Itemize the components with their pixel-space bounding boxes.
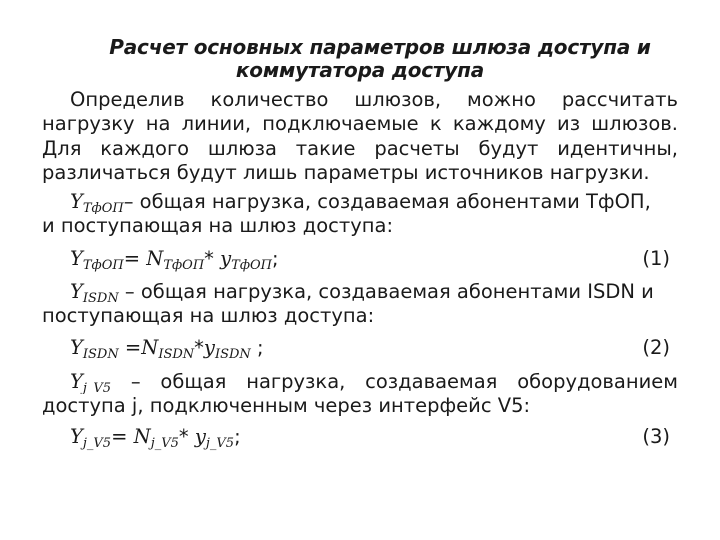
definition-isdn	[42, 280, 678, 329]
formula-1	[70, 247, 670, 273]
formula-3-n: N	[133, 425, 151, 448]
formula-1-multiply: *	[204, 247, 221, 270]
formula-2-semicolon: ;	[250, 336, 264, 359]
formula-2-equals: =	[118, 336, 142, 359]
formula-1-y-sub: ТфОП	[231, 258, 272, 273]
definition-v5-line2: доступа j, подключенным через интерфейс V5:	[42, 394, 531, 418]
slide-title-line1: Расчет основных параметров шлюза доступа и	[109, 35, 651, 59]
formula-3-y: y	[194, 425, 206, 448]
formula-2-lhs-sub: ISDN	[82, 347, 119, 362]
formula-3-lhs-sub: j_V5	[82, 436, 112, 451]
var-y-isdn: Y	[70, 280, 83, 303]
definition-isdn-text: – общая нагрузка, создаваемая абонентами ISDN и	[118, 280, 654, 303]
formula-3-equals: =	[111, 425, 134, 448]
definition-isdn-line2: поступающая на шлюз доступа:	[42, 304, 375, 328]
intro-line3: Для каждого шлюза такие расчеты будут идентичны,	[42, 136, 678, 160]
var-y-pstn-sub: ТфОП	[82, 201, 124, 215]
var-y-v5-sub: j_V5	[82, 381, 112, 395]
formula-2-multiply: *	[194, 336, 204, 359]
formula-3-n-sub: j_V5	[150, 436, 179, 451]
formula-2-y: y	[203, 336, 215, 359]
formula-1-equals: =	[123, 247, 147, 270]
definition-v5-text: – общая нагрузка, создаваемая оборудованием	[111, 370, 678, 393]
definition-pstn-text: – общая нагрузка, создаваемая абонентами ТфОП,	[123, 190, 651, 213]
intro-line4: различаться будут лишь параметры источников нагрузки.	[42, 160, 650, 184]
formula-1-semicolon: ;	[272, 247, 279, 270]
formula-3-semicolon: ;	[234, 425, 241, 448]
intro-line2: нагрузку на линии, подключаемые к каждому из шлюзов.	[42, 112, 678, 136]
var-y-pstn: Y	[70, 190, 83, 213]
formula-2-number: (2)	[642, 336, 670, 359]
definition-v5	[42, 370, 678, 419]
var-y-isdn-sub: ISDN	[82, 291, 119, 305]
formula-1-number: (1)	[642, 247, 670, 270]
formula-1-y: y	[220, 247, 232, 270]
definition-pstn-line2: и поступающая на шлюз доступа:	[42, 214, 394, 238]
formula-3-y-sub: j_V5	[205, 436, 235, 451]
formula-3-number: (3)	[642, 425, 670, 448]
formula-2	[70, 336, 670, 362]
slide-title-line2: коммутатора доступа	[235, 58, 485, 82]
formula-2-y-sub: ISDN	[214, 347, 251, 362]
definition-pstn	[42, 190, 678, 239]
intro-line1: Определив количество шлюзов, можно рассчитать	[70, 88, 678, 111]
formula-1-lhs: Y	[70, 247, 83, 270]
formula-3	[70, 425, 670, 451]
formula-2-n: N	[141, 336, 159, 359]
formula-1-n: N	[146, 247, 164, 270]
intro-paragraph	[42, 88, 678, 185]
formula-1-lhs-sub: ТфОП	[82, 258, 124, 273]
formula-3-multiply: *	[178, 425, 195, 448]
definition-pstn-line1	[42, 190, 678, 214]
definition-isdn-line1	[42, 280, 678, 304]
formula-3-lhs: Y	[70, 425, 83, 448]
formula-2-lhs: Y	[70, 336, 83, 359]
formula-2-n-sub: ISDN	[158, 347, 195, 362]
var-y-v5: Y	[70, 370, 83, 393]
formula-1-n-sub: ТфОП	[163, 258, 205, 273]
definition-v5-line1	[42, 370, 678, 394]
